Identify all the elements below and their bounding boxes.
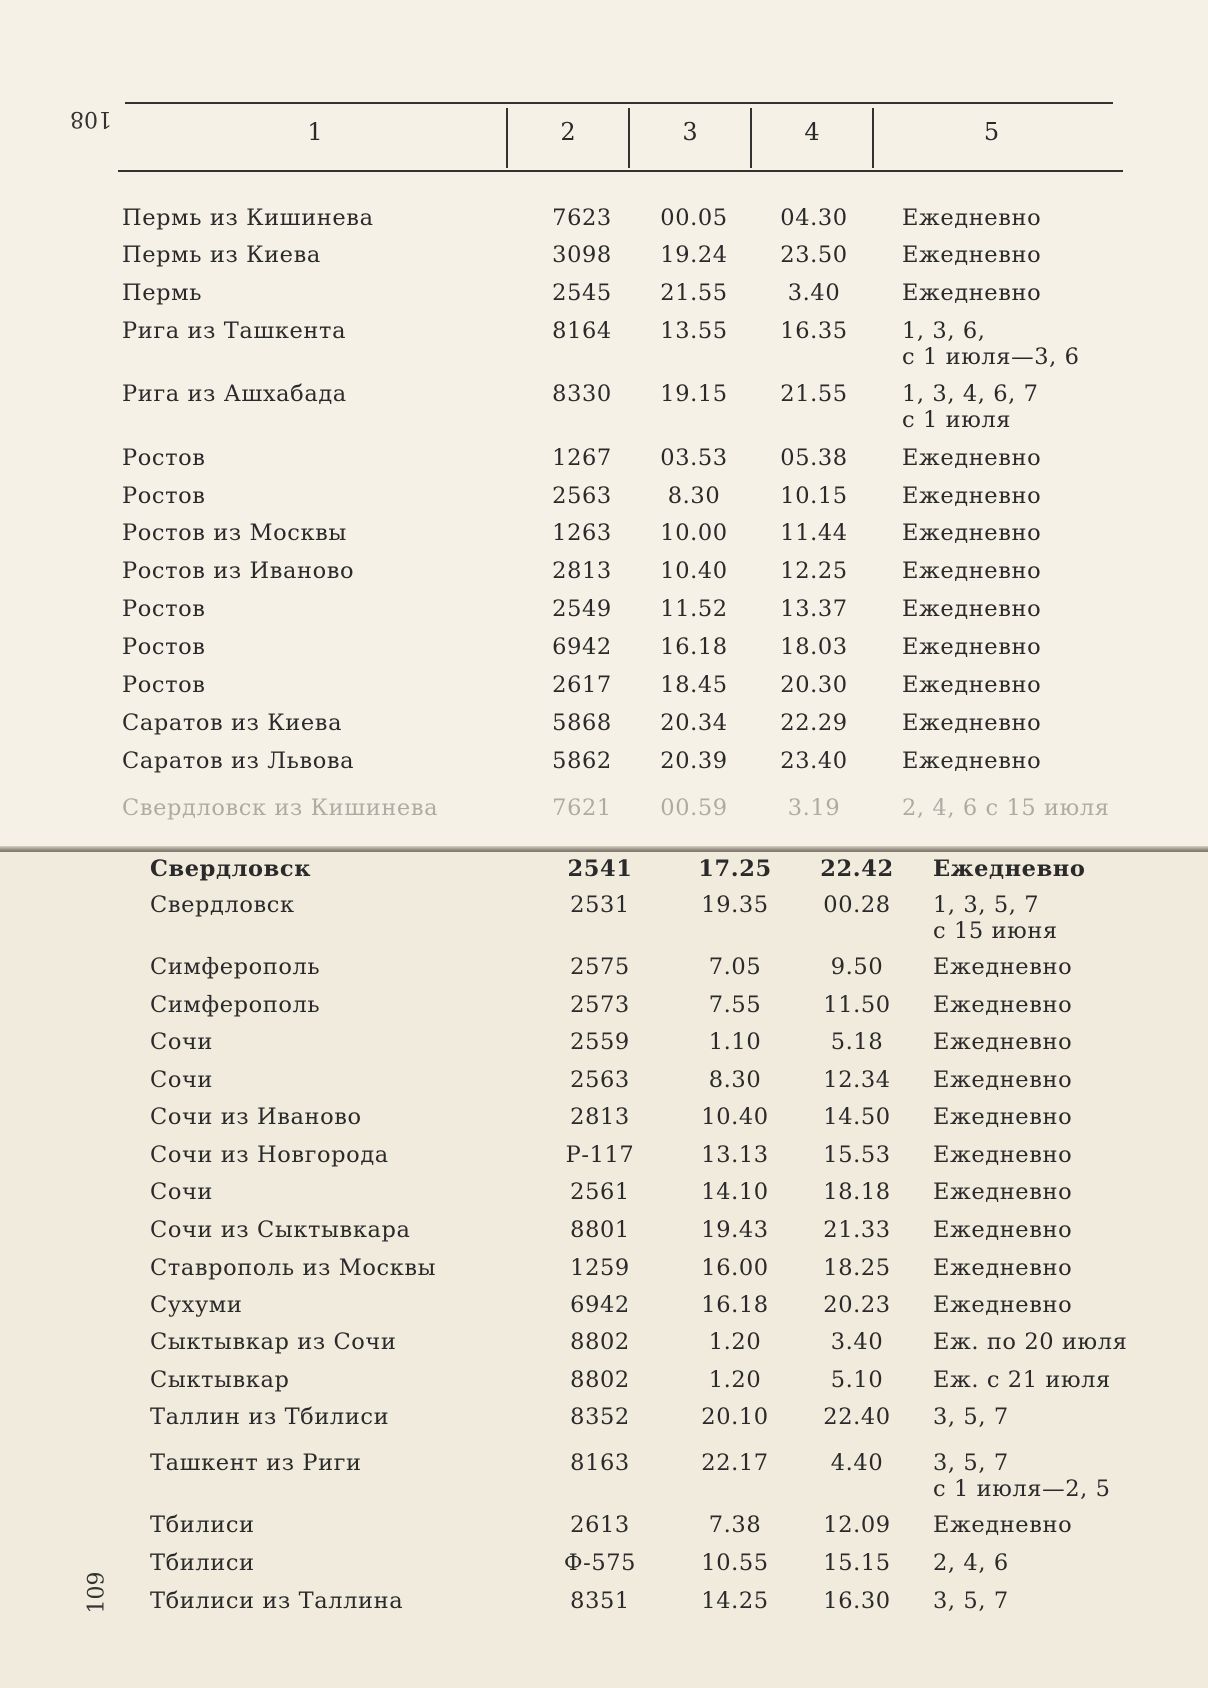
departure-time: 16.18 xyxy=(701,1292,769,1318)
arrival-time: 12.09 xyxy=(823,1512,891,1538)
arrival-time: 15.15 xyxy=(823,1550,891,1576)
departure-time: 10.40 xyxy=(660,558,728,584)
destination: Ростов xyxy=(122,596,206,622)
arrival-time: 3.40 xyxy=(787,280,841,306)
train-number: Р-117 xyxy=(565,1142,635,1168)
days xyxy=(902,318,1080,370)
departure-time: 1.20 xyxy=(708,1329,762,1355)
days-line-2: с 1 июля xyxy=(902,407,1012,433)
destination: Свердловск из Кишинева xyxy=(122,795,439,821)
train-number: 8352 xyxy=(570,1404,630,1430)
days: Ежедневно xyxy=(902,205,1042,231)
days: Ежедневно xyxy=(933,1292,1073,1318)
destination: Сочи xyxy=(150,1029,214,1055)
days: Ежедневно xyxy=(933,1179,1073,1205)
header-col-3: 3 xyxy=(682,118,698,146)
departure-time: 10.00 xyxy=(660,520,728,546)
arrival-time: 21.33 xyxy=(823,1217,891,1243)
page-number-bottom: 109 xyxy=(84,1571,110,1614)
days: Еж. с 21 июля xyxy=(933,1367,1111,1393)
arrival-time: 22.40 xyxy=(823,1404,891,1430)
days xyxy=(933,1450,1111,1502)
departure-time: 7.55 xyxy=(708,992,762,1018)
arrival-time: 20.23 xyxy=(823,1292,891,1318)
destination: Сочи xyxy=(150,1179,214,1205)
departure-time: 7.38 xyxy=(708,1512,762,1538)
train-number: 7621 xyxy=(552,795,612,821)
train-number: 2531 xyxy=(570,892,630,918)
arrival-time: 5.18 xyxy=(830,1029,884,1055)
page-number-top: 108 xyxy=(70,106,112,131)
destination: Тбилиси из Таллина xyxy=(150,1588,404,1614)
train-number: 8351 xyxy=(570,1588,630,1614)
train-number: 8801 xyxy=(570,1217,630,1243)
train-number: 2613 xyxy=(570,1512,630,1538)
destination: Симферополь xyxy=(150,992,321,1018)
destination: Ростов из Москвы xyxy=(122,520,347,546)
days: Ежедневно xyxy=(902,748,1042,774)
departure-time: 17.25 xyxy=(698,856,772,882)
train-number: 2813 xyxy=(570,1104,630,1130)
destination: Ташкент из Риги xyxy=(150,1450,362,1476)
days: Ежедневно xyxy=(902,634,1042,660)
arrival-time: 12.34 xyxy=(823,1067,891,1093)
days: 2, 4, 6 с 15 июля xyxy=(902,795,1110,821)
days: Еж. по 20 июля xyxy=(933,1329,1128,1355)
destination: Сочи из Сыктывкара xyxy=(150,1217,411,1243)
days-line-2: с 15 июня xyxy=(933,918,1058,944)
train-number: 7623 xyxy=(552,205,612,231)
departure-time: 19.15 xyxy=(660,381,728,407)
arrival-time: 14.50 xyxy=(823,1104,891,1130)
destination: Свердловск xyxy=(150,856,312,882)
days: Ежедневно xyxy=(933,1104,1073,1130)
train-number: 2573 xyxy=(570,992,630,1018)
destination: Сочи из Новгорода xyxy=(150,1142,389,1168)
days: Ежедневно xyxy=(902,596,1042,622)
departure-time: 18.45 xyxy=(660,672,728,698)
arrival-time: 23.40 xyxy=(780,748,848,774)
departure-time: 00.59 xyxy=(660,795,728,821)
departure-time: 03.53 xyxy=(660,445,728,471)
arrival-time: 18.25 xyxy=(823,1255,891,1281)
departure-time: 21.55 xyxy=(660,280,728,306)
train-number: 2545 xyxy=(552,280,612,306)
departure-time: 1.20 xyxy=(708,1367,762,1393)
departure-time: 8.30 xyxy=(667,483,721,509)
days: 2, 4, 6 xyxy=(933,1550,1009,1576)
departure-time: 19.24 xyxy=(660,242,728,268)
destination: Ростов xyxy=(122,672,206,698)
destination: Ростов xyxy=(122,634,206,660)
arrival-time: 04.30 xyxy=(780,205,848,231)
destination: Саратов из Львова xyxy=(122,748,355,774)
train-number: 2559 xyxy=(570,1029,630,1055)
departure-time: 16.18 xyxy=(660,634,728,660)
train-number: 2549 xyxy=(552,596,612,622)
train-number: 2575 xyxy=(570,954,630,980)
destination: Ростов xyxy=(122,445,206,471)
days: Ежедневно xyxy=(933,1217,1073,1243)
days-line-2: с 1 июля—2, 5 xyxy=(933,1476,1111,1502)
header-col-4: 4 xyxy=(804,118,820,146)
days: Ежедневно xyxy=(902,445,1042,471)
days: Ежедневно xyxy=(933,1029,1073,1055)
arrival-time: 3.19 xyxy=(787,795,841,821)
days: Ежедневно xyxy=(902,710,1042,736)
days-line-2: с 1 июля—3, 6 xyxy=(902,344,1080,370)
train-number: 8330 xyxy=(552,381,612,407)
train-number: 2561 xyxy=(570,1179,630,1205)
destination: Сыктывкар из Сочи xyxy=(150,1329,397,1355)
destination: Рига из Ташкента xyxy=(122,318,347,344)
destination: Рига из Ашхабада xyxy=(122,381,347,407)
page-109 xyxy=(0,852,1208,1688)
destination: Ростов из Иваново xyxy=(122,558,355,584)
days: Ежедневно xyxy=(933,1142,1073,1168)
arrival-time: 21.55 xyxy=(780,381,848,407)
arrival-time: 16.35 xyxy=(780,318,848,344)
train-number: 8164 xyxy=(552,318,612,344)
arrival-time: 5.10 xyxy=(830,1367,884,1393)
train-number: 2563 xyxy=(552,483,612,509)
train-number: 1263 xyxy=(552,520,612,546)
train-number: 2813 xyxy=(552,558,612,584)
departure-time: 19.43 xyxy=(701,1217,769,1243)
days: Ежедневно xyxy=(933,1067,1073,1093)
days-line-1: 1, 3, 5, 7 xyxy=(933,892,1040,918)
departure-time: 20.10 xyxy=(701,1404,769,1430)
departure-time: 20.39 xyxy=(660,748,728,774)
days: Ежедневно xyxy=(933,1512,1073,1538)
destination: Сочи из Иваново xyxy=(150,1104,362,1130)
departure-time: 16.00 xyxy=(701,1255,769,1281)
departure-time: 13.13 xyxy=(701,1142,769,1168)
train-number: 8163 xyxy=(570,1450,630,1476)
arrival-time: 15.53 xyxy=(823,1142,891,1168)
departure-time: 14.10 xyxy=(701,1179,769,1205)
days xyxy=(902,381,1039,433)
arrival-time: 4.40 xyxy=(830,1450,884,1476)
days: Ежедневно xyxy=(902,672,1042,698)
days: Ежедневно xyxy=(902,242,1042,268)
train-number: Ф-575 xyxy=(563,1550,637,1576)
days: 3, 5, 7 xyxy=(933,1588,1009,1614)
train-number: 1259 xyxy=(570,1255,630,1281)
arrival-time: 23.50 xyxy=(780,242,848,268)
destination: Свердловск xyxy=(150,892,295,918)
header-top-rule xyxy=(125,102,1113,104)
departure-time: 19.35 xyxy=(701,892,769,918)
train-number: 2563 xyxy=(570,1067,630,1093)
train-number: 2541 xyxy=(567,856,633,882)
days: Ежедневно xyxy=(902,483,1042,509)
days: Ежедневно xyxy=(933,992,1073,1018)
days: Ежедневно xyxy=(902,520,1042,546)
arrival-time: 11.44 xyxy=(780,520,848,546)
train-number: 5868 xyxy=(552,710,612,736)
departure-time: 10.40 xyxy=(701,1104,769,1130)
destination: Пермь xyxy=(122,280,203,306)
arrival-time: 22.29 xyxy=(780,710,848,736)
arrival-time: 16.30 xyxy=(823,1588,891,1614)
header-col-1: 1 xyxy=(307,118,323,146)
arrival-time: 11.50 xyxy=(823,992,891,1018)
train-number: 8802 xyxy=(570,1367,630,1393)
days: Ежедневно xyxy=(902,558,1042,584)
header-bottom-rule xyxy=(118,170,1123,172)
arrival-time: 13.37 xyxy=(780,596,848,622)
arrival-time: 9.50 xyxy=(830,954,884,980)
days: Ежедневно xyxy=(933,954,1073,980)
departure-time: 22.17 xyxy=(701,1450,769,1476)
destination: Тбилиси xyxy=(150,1512,255,1538)
departure-time: 20.34 xyxy=(660,710,728,736)
train-number: 1267 xyxy=(552,445,612,471)
train-number: 6942 xyxy=(552,634,612,660)
departure-time: 00.05 xyxy=(660,205,728,231)
train-number: 6942 xyxy=(570,1292,630,1318)
arrival-time: 05.38 xyxy=(780,445,848,471)
train-number: 8802 xyxy=(570,1329,630,1355)
arrival-time: 18.18 xyxy=(823,1179,891,1205)
days: Ежедневно xyxy=(933,1255,1073,1281)
train-number: 5862 xyxy=(552,748,612,774)
days-line-1: 3, 5, 7 xyxy=(933,1450,1009,1476)
departure-time: 7.05 xyxy=(708,954,762,980)
days xyxy=(933,892,1058,944)
departure-time: 13.55 xyxy=(660,318,728,344)
arrival-time: 3.40 xyxy=(830,1329,884,1355)
destination: Сухуми xyxy=(150,1292,243,1318)
arrival-time: 20.30 xyxy=(780,672,848,698)
days-line-1: 1, 3, 4, 6, 7 xyxy=(902,381,1039,407)
departure-time: 10.55 xyxy=(701,1550,769,1576)
train-number: 2617 xyxy=(552,672,612,698)
destination: Сочи xyxy=(150,1067,214,1093)
days: 3, 5, 7 xyxy=(933,1404,1009,1430)
destination: Тбилиси xyxy=(150,1550,255,1576)
destination: Ставрополь из Москвы xyxy=(150,1255,437,1281)
header-col-5: 5 xyxy=(983,118,1000,146)
destination: Ростов xyxy=(122,483,206,509)
destination: Симферополь xyxy=(150,954,321,980)
arrival-time: 10.15 xyxy=(780,483,848,509)
destination: Сыктывкар xyxy=(150,1367,290,1393)
days: Ежедневно xyxy=(902,280,1042,306)
destination: Саратов из Киева xyxy=(122,710,343,736)
departure-time: 11.52 xyxy=(660,596,728,622)
arrival-time: 18.03 xyxy=(780,634,848,660)
header-col-2: 2 xyxy=(560,118,576,146)
days: Ежедневно xyxy=(933,856,1086,882)
destination: Таллин из Тбилиси xyxy=(150,1404,390,1430)
arrival-time: 22.42 xyxy=(820,856,894,882)
destination: Пермь из Киева xyxy=(122,242,321,268)
departure-time: 8.30 xyxy=(708,1067,762,1093)
train-number: 3098 xyxy=(552,242,612,268)
arrival-time: 00.28 xyxy=(823,892,891,918)
destination: Пермь из Кишинева xyxy=(122,205,374,231)
departure-time: 14.25 xyxy=(701,1588,769,1614)
departure-time: 1.10 xyxy=(708,1029,762,1055)
days-line-1: 1, 3, 6, xyxy=(902,318,986,344)
arrival-time: 12.25 xyxy=(780,558,848,584)
